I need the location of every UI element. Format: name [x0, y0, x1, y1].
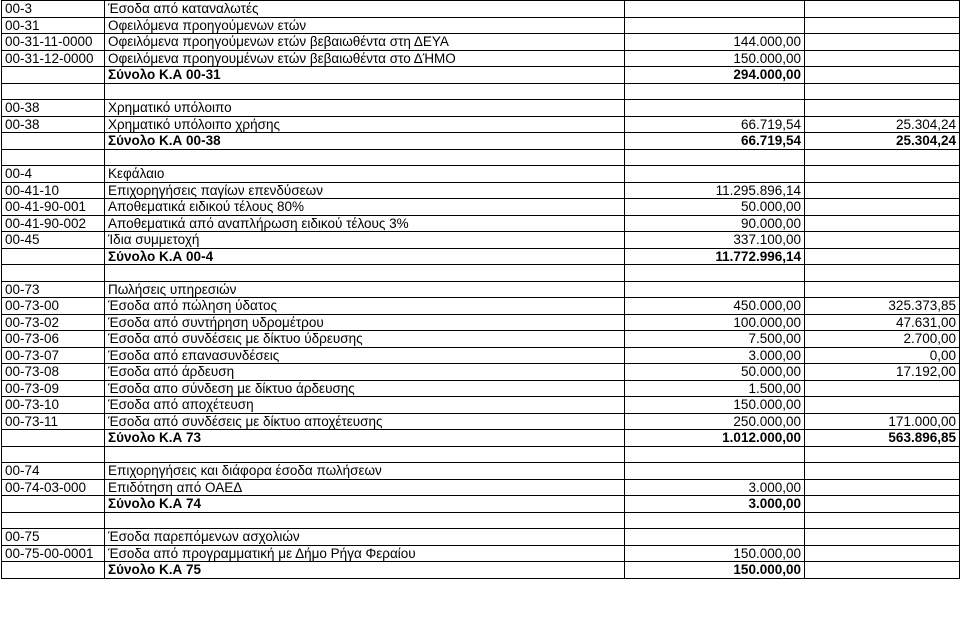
description-cell: Αποθεματικά ειδικού τέλους 80% — [105, 199, 625, 216]
description-cell: Έσοδα από συντήρηση υδρομέτρου — [105, 314, 625, 331]
realized-amount-cell: 25.304,24 — [805, 116, 960, 133]
table-row — [2, 215, 960, 232]
description-cell: Έσοδα από άρδευση — [105, 364, 625, 381]
spacer-cell — [2, 512, 105, 529]
description-cell: Οφειλόμενα προηγουμένων ετών βεβαιωθέντα στο ΔΉΜΟ — [105, 50, 625, 67]
description-cell: Επιχορηγήσεις παγίων επενδύσεων — [105, 182, 625, 199]
spacer-cell — [625, 149, 805, 166]
table-row — [2, 397, 960, 414]
table-row — [2, 199, 960, 216]
table-row — [2, 380, 960, 397]
account-code-cell — [2, 67, 105, 84]
description-cell: Κεφάλαιο — [105, 166, 625, 183]
budget-amount-cell — [625, 529, 805, 546]
budget-amount-cell: 294.000,00 — [625, 67, 805, 84]
table-row — [2, 116, 960, 133]
realized-amount-cell — [805, 1, 960, 18]
account-code-cell: 00-73-02 — [2, 314, 105, 331]
realized-amount-cell — [805, 281, 960, 298]
realized-amount-cell — [805, 463, 960, 480]
account-code-cell: 00-41-90-001 — [2, 199, 105, 216]
budget-amount-cell: 66.719,54 — [625, 133, 805, 150]
realized-amount-cell — [805, 545, 960, 562]
spacer-cell — [2, 265, 105, 282]
table-row — [2, 281, 960, 298]
realized-amount-cell — [805, 34, 960, 51]
spacer-row — [2, 83, 960, 100]
budget-amount-cell — [625, 281, 805, 298]
table-row — [2, 17, 960, 34]
realized-amount-cell — [805, 562, 960, 579]
description-cell: Έσοδα από πώληση ύδατος — [105, 298, 625, 315]
account-code-cell: 00-3 — [2, 1, 105, 18]
table-row — [2, 331, 960, 348]
account-code-cell: 00-75-00-0001 — [2, 545, 105, 562]
account-code-cell: 00-73-10 — [2, 397, 105, 414]
realized-amount-cell: 171.000,00 — [805, 413, 960, 430]
spacer-cell — [2, 149, 105, 166]
realized-amount-cell — [805, 529, 960, 546]
spacer-cell — [625, 83, 805, 100]
account-code-cell: 00-31 — [2, 17, 105, 34]
budget-amount-cell: 3.000,00 — [625, 479, 805, 496]
table-row — [2, 50, 960, 67]
realized-amount-cell — [805, 215, 960, 232]
account-code-cell: 00-4 — [2, 166, 105, 183]
description-cell: Έσοδα από επανασυνδέσεις — [105, 347, 625, 364]
spacer-cell — [805, 512, 960, 529]
total-row — [2, 496, 960, 513]
account-code-cell — [2, 248, 105, 265]
table-row — [2, 166, 960, 183]
account-code-cell: 00-74-03-000 — [2, 479, 105, 496]
realized-amount-cell — [805, 199, 960, 216]
realized-amount-cell: 25.304,24 — [805, 133, 960, 150]
account-code-cell: 00-41-90-002 — [2, 215, 105, 232]
total-row — [2, 67, 960, 84]
realized-amount-cell — [805, 248, 960, 265]
spacer-row — [2, 149, 960, 166]
budget-amount-cell: 100.000,00 — [625, 314, 805, 331]
spacer-cell — [105, 512, 625, 529]
account-code-cell — [2, 562, 105, 579]
budget-amount-cell — [625, 100, 805, 117]
realized-amount-cell — [805, 67, 960, 84]
description-cell: Πωλήσεις υπηρεσιών — [105, 281, 625, 298]
realized-amount-cell: 47.631,00 — [805, 314, 960, 331]
account-code-cell — [2, 496, 105, 513]
ledger-body — [2, 1, 960, 579]
budget-amount-cell: 250.000,00 — [625, 413, 805, 430]
description-cell: Έσοδα από αποχέτευση — [105, 397, 625, 414]
description-cell: Αποθεματικά από αναπλήρωση ειδικού τέλους 3% — [105, 215, 625, 232]
account-code-cell: 00-73-00 — [2, 298, 105, 315]
table-row — [2, 463, 960, 480]
account-code-cell: 00-75 — [2, 529, 105, 546]
account-code-cell: 00-73-07 — [2, 347, 105, 364]
description-cell: Επιχορηγήσεις και διάφορα έσοδα πωλήσεων — [105, 463, 625, 480]
budget-amount-cell — [625, 166, 805, 183]
spacer-row — [2, 512, 960, 529]
table-row — [2, 34, 960, 51]
budget-amount-cell: 3.000,00 — [625, 347, 805, 364]
budget-amount-cell: 1.012.000,00 — [625, 430, 805, 447]
description-cell: Σύνολο Κ.Α 00-38 — [105, 133, 625, 150]
realized-amount-cell — [805, 479, 960, 496]
spacer-cell — [625, 512, 805, 529]
description-cell: Σύνολο Κ.Α 73 — [105, 430, 625, 447]
description-cell: Έσοδα από καταναλωτές — [105, 1, 625, 18]
budget-amount-cell: 450.000,00 — [625, 298, 805, 315]
budget-amount-cell — [625, 17, 805, 34]
realized-amount-cell — [805, 232, 960, 249]
table-row — [2, 1, 960, 18]
account-code-cell: 00-45 — [2, 232, 105, 249]
budget-amount-cell: 50.000,00 — [625, 364, 805, 381]
description-cell: Οφειλόμενα προηγούμενων ετών — [105, 17, 625, 34]
spacer-row — [2, 446, 960, 463]
description-cell: Σύνολο Κ.Α 00-31 — [105, 67, 625, 84]
account-code-cell: 00-74 — [2, 463, 105, 480]
account-code-cell: 00-73-09 — [2, 380, 105, 397]
spacer-cell — [105, 149, 625, 166]
account-code-cell: 00-38 — [2, 116, 105, 133]
description-cell: Σύνολο Κ.Α 00-4 — [105, 248, 625, 265]
realized-amount-cell — [805, 166, 960, 183]
spacer-cell — [625, 446, 805, 463]
table-row — [2, 413, 960, 430]
budget-amount-cell: 150.000,00 — [625, 545, 805, 562]
table-row — [2, 545, 960, 562]
account-code-cell: 00-31-11-0000 — [2, 34, 105, 51]
table-row — [2, 182, 960, 199]
budget-amount-cell: 150.000,00 — [625, 562, 805, 579]
budget-amount-cell: 144.000,00 — [625, 34, 805, 51]
spacer-cell — [805, 265, 960, 282]
description-cell: Χρηματικό υπόλοιπο χρήσης — [105, 116, 625, 133]
budget-amount-cell: 150.000,00 — [625, 50, 805, 67]
realized-amount-cell — [805, 182, 960, 199]
budget-amount-cell: 11.295.896,14 — [625, 182, 805, 199]
realized-amount-cell — [805, 496, 960, 513]
description-cell: Επιδότηση από ΟΑΕΔ — [105, 479, 625, 496]
realized-amount-cell: 325.373,85 — [805, 298, 960, 315]
table-row — [2, 479, 960, 496]
realized-amount-cell: 0,00 — [805, 347, 960, 364]
description-cell: Έσοδα από συνδέσεις με δίκτυο αποχέτευσης — [105, 413, 625, 430]
budget-ledger-table — [1, 0, 960, 579]
spacer-cell — [105, 265, 625, 282]
budget-amount-cell: 66.719,54 — [625, 116, 805, 133]
budget-amount-cell: 11.772.996,14 — [625, 248, 805, 265]
spacer-cell — [2, 83, 105, 100]
table-row — [2, 298, 960, 315]
budget-amount-cell: 50.000,00 — [625, 199, 805, 216]
spacer-cell — [2, 446, 105, 463]
table-row — [2, 314, 960, 331]
account-code-cell: 00-73-11 — [2, 413, 105, 430]
spacer-cell — [805, 149, 960, 166]
realized-amount-cell — [805, 380, 960, 397]
spacer-cell — [105, 83, 625, 100]
description-cell: Ίδια συμμετοχή — [105, 232, 625, 249]
budget-amount-cell: 337.100,00 — [625, 232, 805, 249]
budget-amount-cell: 3.000,00 — [625, 496, 805, 513]
description-cell: Σύνολο Κ.Α 75 — [105, 562, 625, 579]
total-row — [2, 430, 960, 447]
account-code-cell — [2, 133, 105, 150]
realized-amount-cell — [805, 397, 960, 414]
realized-amount-cell — [805, 17, 960, 34]
account-code-cell: 00-73-08 — [2, 364, 105, 381]
spacer-cell — [105, 446, 625, 463]
table-row — [2, 529, 960, 546]
table-row — [2, 100, 960, 117]
spacer-row — [2, 265, 960, 282]
account-code-cell: 00-73 — [2, 281, 105, 298]
account-code-cell — [2, 430, 105, 447]
description-cell: Οφειλόμενα προηγούμενων ετών βεβαιωθέντα στη ΔΕΥΑ — [105, 34, 625, 51]
total-row — [2, 133, 960, 150]
budget-amount-cell: 1.500,00 — [625, 380, 805, 397]
realized-amount-cell: 2.700,00 — [805, 331, 960, 348]
realized-amount-cell: 17.192,00 — [805, 364, 960, 381]
spacer-cell — [805, 446, 960, 463]
table-row — [2, 364, 960, 381]
description-cell: Έσοδα από προγραμματική με Δήμο Ρήγα Φεραίου — [105, 545, 625, 562]
table-row — [2, 232, 960, 249]
realized-amount-cell — [805, 100, 960, 117]
budget-amount-cell: 7.500,00 — [625, 331, 805, 348]
account-code-cell: 00-31-12-0000 — [2, 50, 105, 67]
total-row — [2, 248, 960, 265]
budget-amount-cell: 90.000,00 — [625, 215, 805, 232]
account-code-cell: 00-73-06 — [2, 331, 105, 348]
budget-amount-cell — [625, 463, 805, 480]
spacer-cell — [805, 83, 960, 100]
budget-amount-cell — [625, 1, 805, 18]
description-cell: Χρηματικό υπόλοιπο — [105, 100, 625, 117]
description-cell: Έσοδα από συνδέσεις με δίκτυο ύδρευσης — [105, 331, 625, 348]
spacer-cell — [625, 265, 805, 282]
description-cell: Έσοδα παρεπόμενων ασχολιών — [105, 529, 625, 546]
table-row — [2, 347, 960, 364]
account-code-cell: 00-41-10 — [2, 182, 105, 199]
budget-amount-cell: 150.000,00 — [625, 397, 805, 414]
description-cell: Σύνολο Κ.Α 74 — [105, 496, 625, 513]
realized-amount-cell: 563.896,85 — [805, 430, 960, 447]
total-row — [2, 562, 960, 579]
account-code-cell: 00-38 — [2, 100, 105, 117]
description-cell: Έσοδα απο σύνδεση με δίκτυο άρδευσης — [105, 380, 625, 397]
realized-amount-cell — [805, 50, 960, 67]
